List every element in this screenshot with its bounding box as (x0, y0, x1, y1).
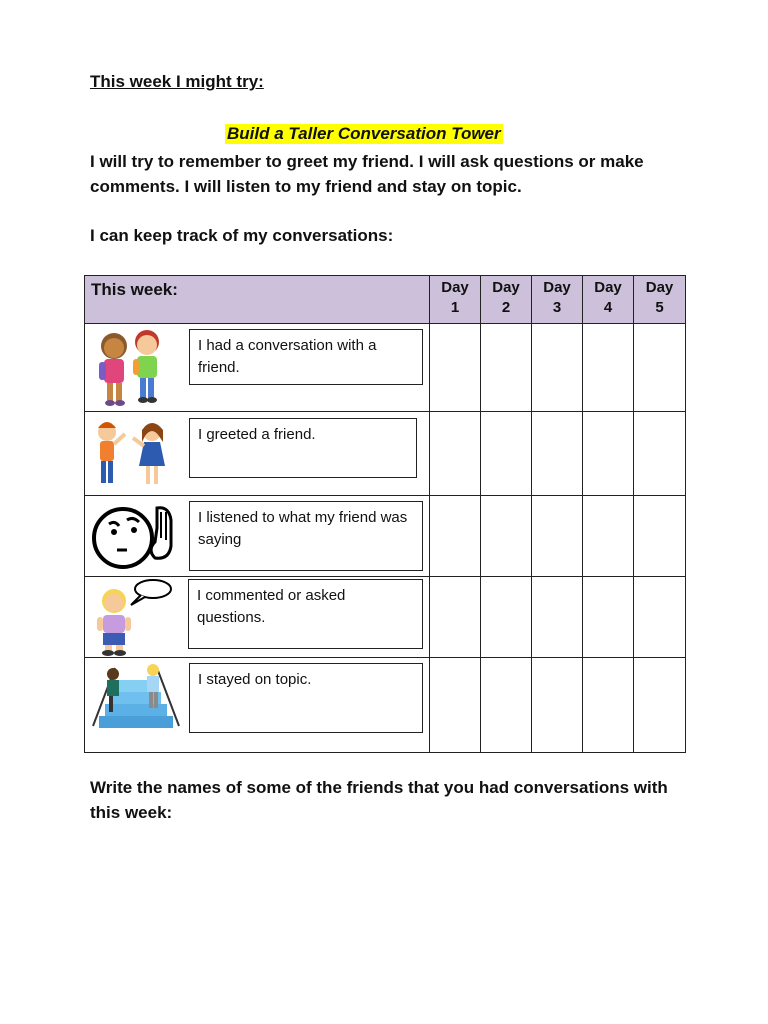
activity-cell (85, 412, 430, 496)
day-3-cell[interactable] (532, 324, 583, 412)
kids-on-stairs-icon (87, 660, 183, 736)
day-2-cell[interactable] (481, 577, 532, 658)
activity-cell (85, 577, 430, 658)
conversation-tracker-table (84, 275, 686, 753)
page-heading: This week I might try: (90, 72, 264, 91)
day-1-cell[interactable] (430, 658, 481, 753)
activity-title: Build a Taller Conversation Tower (227, 124, 501, 143)
day-3-cell[interactable] (532, 412, 583, 496)
this-week-header: This week: (85, 276, 430, 324)
day-3-header: Day 3 (532, 276, 583, 324)
day-2-cell[interactable] (481, 496, 532, 577)
day-5-header: Day 5 (634, 276, 686, 324)
day-3-cell[interactable] (532, 577, 583, 658)
day-3-cell[interactable] (532, 496, 583, 577)
kids-waving-icon (87, 414, 177, 494)
activity-cell (85, 658, 430, 753)
table-row (85, 658, 686, 753)
day-4-header: Day 4 (583, 276, 634, 324)
day-5-cell[interactable] (634, 577, 686, 658)
day-2-cell[interactable] (481, 324, 532, 412)
day-1-cell[interactable] (430, 324, 481, 412)
day-1-cell[interactable] (430, 577, 481, 658)
table-header-row (85, 276, 686, 324)
day-4-cell[interactable] (583, 412, 634, 496)
day-5-cell[interactable] (634, 658, 686, 753)
day-4-cell[interactable] (583, 496, 634, 577)
day-2-header: Day 2 (481, 276, 532, 324)
friends-prompt: Write the names of some of the friends that you had conversations with this week: (90, 778, 668, 822)
table-row (85, 496, 686, 577)
listening-face-icon (87, 498, 183, 576)
table-row (85, 412, 686, 496)
day-5-cell[interactable] (634, 324, 686, 412)
day-5-cell[interactable] (634, 496, 686, 577)
day-4-cell[interactable] (583, 577, 634, 658)
activity-label: I stayed on topic. (189, 663, 423, 733)
day-1-cell[interactable] (430, 496, 481, 577)
table-row (85, 324, 686, 412)
day-1-cell[interactable] (430, 412, 481, 496)
track-heading: I can keep track of my conversations: (90, 226, 394, 245)
activity-label: I had a conversation with a friend. (189, 329, 423, 385)
intro-paragraph: I will try to remember to greet my friend. I will ask questions or make comments. I will listen to my friend and stay on topic. (90, 152, 644, 196)
activity-cell (85, 496, 430, 577)
activity-cell (85, 324, 430, 412)
day-1-header: Day 1 (430, 276, 481, 324)
table-row (85, 577, 686, 658)
activity-label: I greeted a friend. (189, 418, 417, 478)
day-2-cell[interactable] (481, 412, 532, 496)
day-5-cell[interactable] (634, 412, 686, 496)
day-3-cell[interactable] (532, 658, 583, 753)
two-kids-talking-icon (87, 326, 177, 410)
day-4-cell[interactable] (583, 658, 634, 753)
activity-label: I listened to what my friend was saying (189, 501, 423, 571)
activity-label: I commented or asked questions. (188, 579, 423, 649)
day-4-cell[interactable] (583, 324, 634, 412)
day-2-cell[interactable] (481, 658, 532, 753)
girl-speech-bubble-icon (87, 579, 177, 657)
